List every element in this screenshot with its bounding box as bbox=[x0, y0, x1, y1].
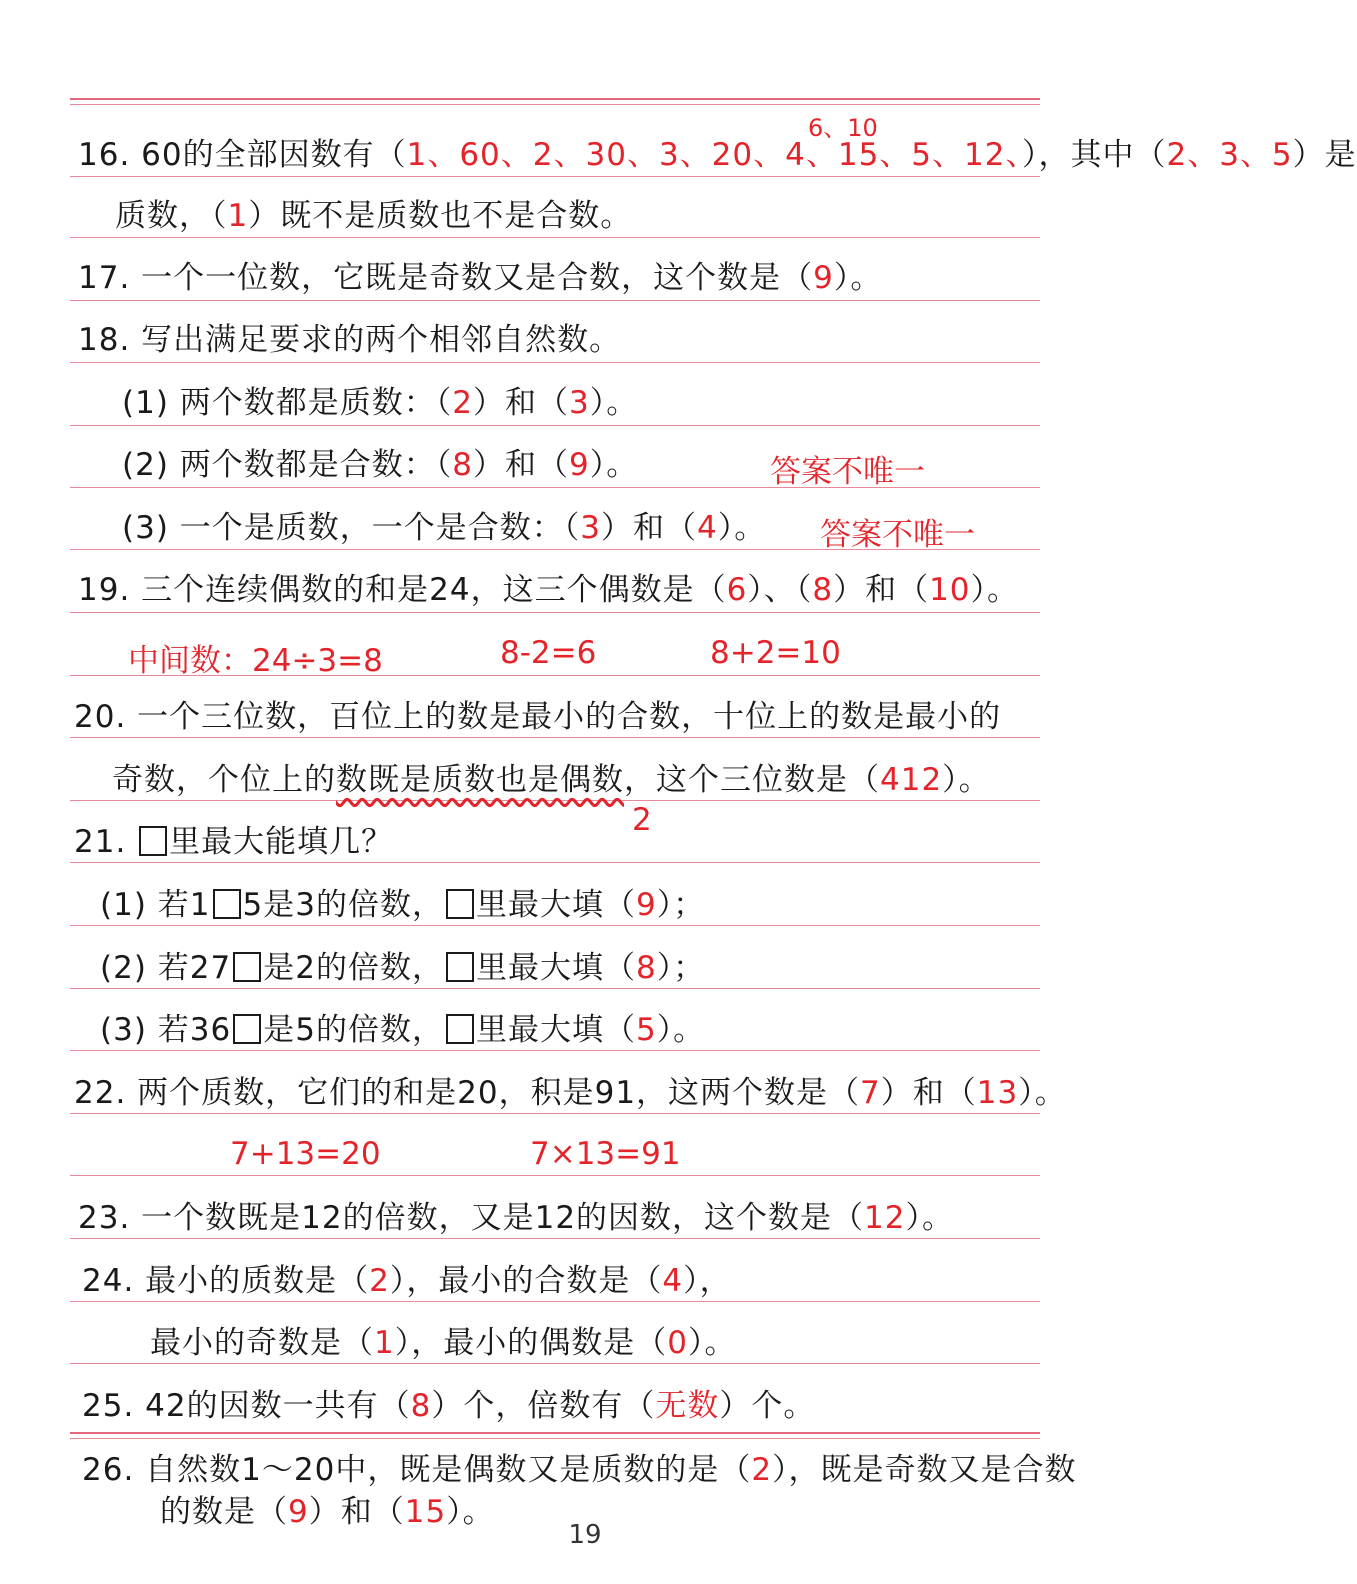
blank-box-icon bbox=[446, 952, 474, 982]
q20-line1: 20. 一个三位数，百位上的数是最小的合数，十位上的数是最小的 bbox=[74, 699, 1002, 735]
bottom-rule-2 bbox=[70, 1438, 1040, 1439]
q16-line1: 16. 60的全部因数有（1、60、2、30、3、20、4、15、5、12、），其中（2、3、5）是 bbox=[78, 137, 1357, 173]
q16-answer-primes: 2、3、5 bbox=[1166, 137, 1293, 173]
rule bbox=[70, 362, 1040, 363]
q17-line: 17. 一个一位数，它既是奇数又是合数，这个数是（9）。 bbox=[78, 260, 883, 296]
top-rule-2 bbox=[70, 104, 1040, 105]
q18-part2-note: 答案不唯一 bbox=[770, 454, 925, 490]
q26-line1: 26. 自然数1～20中，既是偶数又是质数的是（2），既是奇数又是合数 bbox=[82, 1452, 1077, 1488]
rule bbox=[70, 800, 1040, 801]
q17-answer: 9 bbox=[813, 260, 834, 296]
rule bbox=[70, 1363, 1040, 1364]
q22-line: 22. 两个质数，它们的和是20，积是91，这两个数是（7）和（13）。 bbox=[74, 1075, 1067, 1111]
q20-note: 2 bbox=[632, 802, 652, 838]
q24-line2: 最小的奇数是（1），最小的偶数是（0）。 bbox=[150, 1325, 737, 1361]
rule bbox=[70, 1050, 1040, 1051]
page-number: 19 bbox=[568, 1520, 602, 1550]
blank-box-icon bbox=[233, 1014, 261, 1044]
q22-calc-product: 7×13=91 bbox=[530, 1136, 681, 1172]
rule bbox=[70, 237, 1040, 238]
blank-box-icon bbox=[233, 952, 261, 982]
q25-line: 25. 42的因数一共有（8）个，倍数有（无数）个。 bbox=[82, 1388, 816, 1424]
top-rule bbox=[70, 98, 1040, 100]
q16-line2: 质数，（1）既不是质数也不是合数。 bbox=[115, 198, 633, 234]
rule bbox=[70, 862, 1040, 863]
bottom-rule bbox=[70, 1432, 1040, 1434]
q19-calc-minus: 8-2=6 bbox=[500, 635, 597, 671]
rule bbox=[70, 612, 1040, 613]
rule bbox=[70, 925, 1040, 926]
q22-calc-sum: 7+13=20 bbox=[230, 1136, 381, 1172]
rule bbox=[70, 300, 1040, 301]
rule bbox=[70, 176, 1040, 177]
rule bbox=[70, 1175, 1040, 1176]
q23-line: 23. 一个数既是12的倍数，又是12的因数，这个数是（12）。 bbox=[78, 1200, 954, 1236]
q21-part2: (2) 若27 是2的倍数， 里最大填（8）； bbox=[100, 950, 706, 986]
rule bbox=[70, 1238, 1040, 1239]
q21-part1: (1) 若1 5是3的倍数， 里最大填（9）； bbox=[100, 887, 706, 923]
blank-box-icon bbox=[446, 889, 474, 919]
q21-part3: (3) 若36 是5的倍数， 里最大填（5）。 bbox=[100, 1012, 706, 1048]
rule bbox=[70, 988, 1040, 989]
q21-title: 21. 里最大能填几？ bbox=[74, 824, 394, 860]
q19-calc-plus: 8+2=10 bbox=[710, 635, 841, 671]
q20-wavy-underline: 数既是质数也是偶数 bbox=[336, 762, 624, 798]
rule bbox=[70, 1301, 1040, 1302]
q16-answer-neither: 1 bbox=[227, 198, 249, 234]
rule bbox=[70, 425, 1040, 426]
q18-part2: (2) 两个数都是合数：（8）和（9）。 bbox=[122, 447, 639, 483]
q18-title: 18. 写出满足要求的两个相邻自然数。 bbox=[78, 322, 622, 358]
q18-part3-note: 答案不唯一 bbox=[820, 517, 975, 553]
blank-box-icon bbox=[213, 889, 241, 919]
q19-line: 19. 三个连续偶数的和是24，这三个偶数是（6）、（8）和（10）。 bbox=[78, 572, 1020, 608]
q18-part3: (3) 一个是质数，一个是合数：（3）和（4）。 bbox=[122, 510, 767, 546]
q24-line1: 24. 最小的质数是（2），最小的合数是（4）， bbox=[82, 1263, 732, 1299]
q16-answer-factors: 1、60、2、30、3、20、4、15、5、12、 bbox=[406, 137, 1022, 173]
rule bbox=[70, 737, 1040, 738]
q18-part1: (1) 两个数都是质数：（2）和（3）。 bbox=[122, 385, 639, 421]
blank-box-icon bbox=[139, 826, 167, 856]
blank-box-icon bbox=[446, 1014, 474, 1044]
q20-line2: 奇数，个位上的数既是质数也是偶数，这个三位数是（412）。 bbox=[112, 762, 991, 798]
q16-annotation: 6、10 bbox=[808, 114, 878, 142]
q19-calc-middle: 中间数：24÷3=8 bbox=[128, 643, 383, 679]
q20-answer: 412 bbox=[880, 762, 943, 798]
q26-line2: 的数是（9）和（15）。 bbox=[160, 1494, 495, 1530]
rule bbox=[70, 1113, 1040, 1114]
